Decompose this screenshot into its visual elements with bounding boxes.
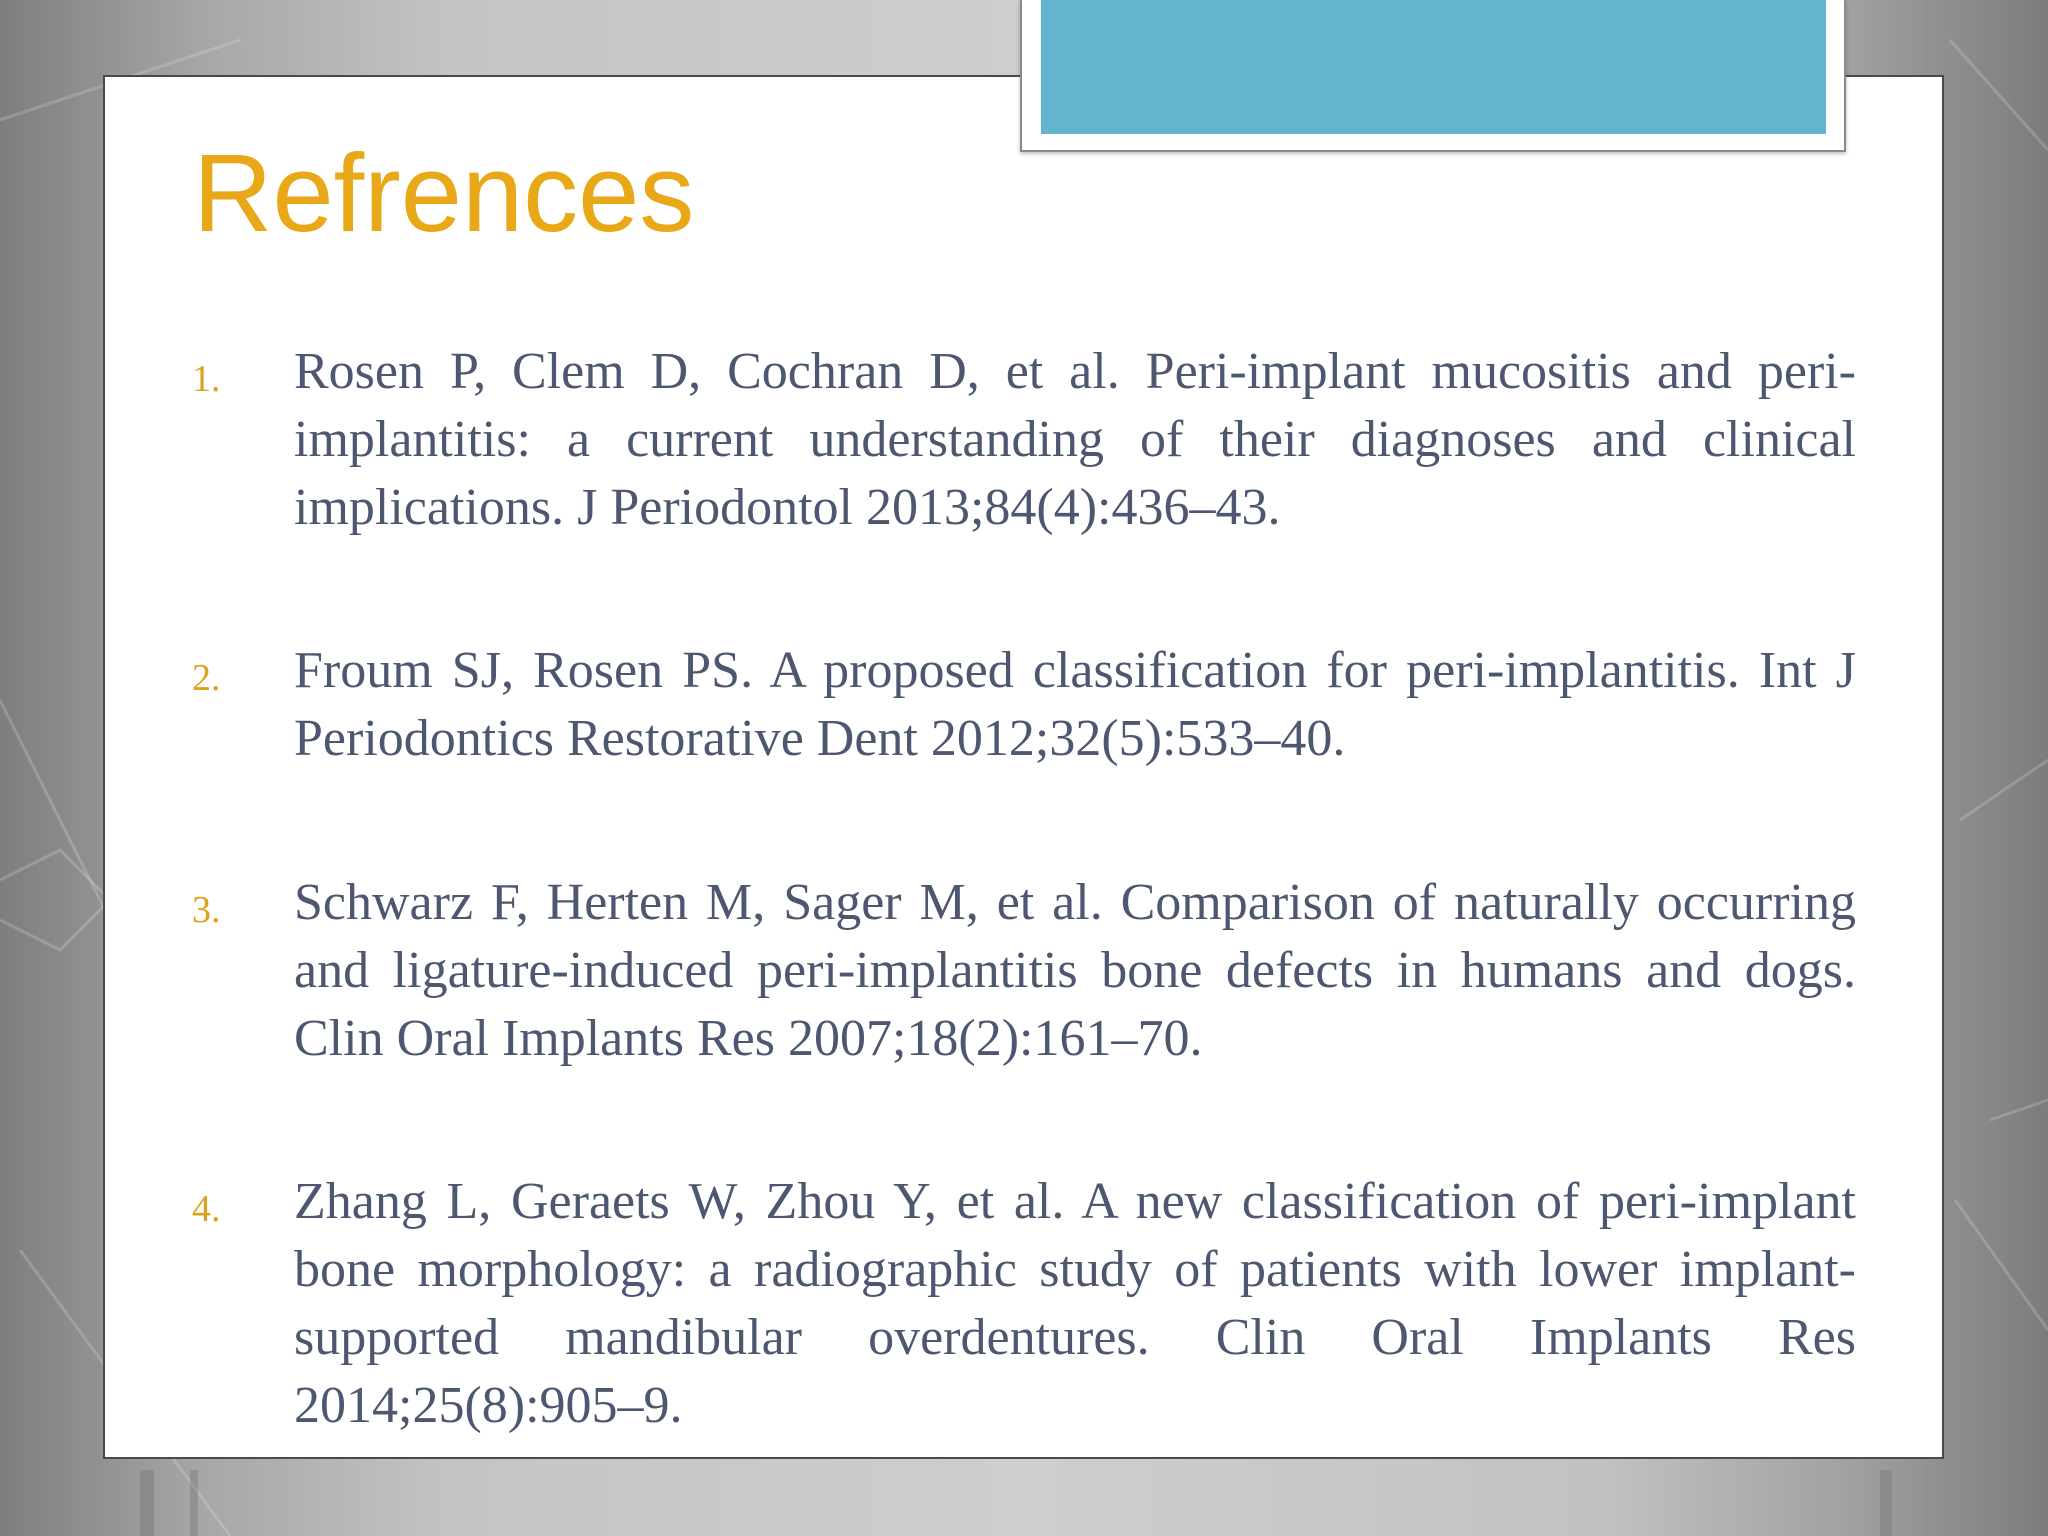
reference-text: Zhang L, Geraets W, Zhou Y, et al. A new classification of peri-implant bone morphology: a radiographic study of patients with lower implant-supported mandibular overdentures. Clin Oral Implants Res 2014;25(8):905–9.: [294, 1173, 1856, 1434]
reference-number: 1.: [192, 358, 221, 400]
reference-text: Rosen P, Clem D, Cochran D, et al. Peri-implant mucositis and peri-implantitis: a current understanding of their diagnoses and clinical implications. J Periodontol 2013;84(4):436–43.: [294, 343, 1856, 536]
reference-number: 2.: [192, 657, 221, 699]
reference-text: Froum SJ, Rosen PS. A proposed classification for peri-implantitis. Int J Periodontics Restorative Dent 2012;32(5):533–40.: [294, 642, 1856, 767]
reference-number: 3.: [192, 889, 221, 931]
slide-title: Refrences: [193, 132, 695, 255]
reference-text: Schwarz F, Herten M, Sager M, et al. Comparison of naturally occurring and ligature-induced peri-implantitis bone defects in humans and dogs. Clin Oral Implants Res 2007;18(2):161–70.: [294, 874, 1856, 1067]
reference-number: 4.: [192, 1188, 221, 1230]
